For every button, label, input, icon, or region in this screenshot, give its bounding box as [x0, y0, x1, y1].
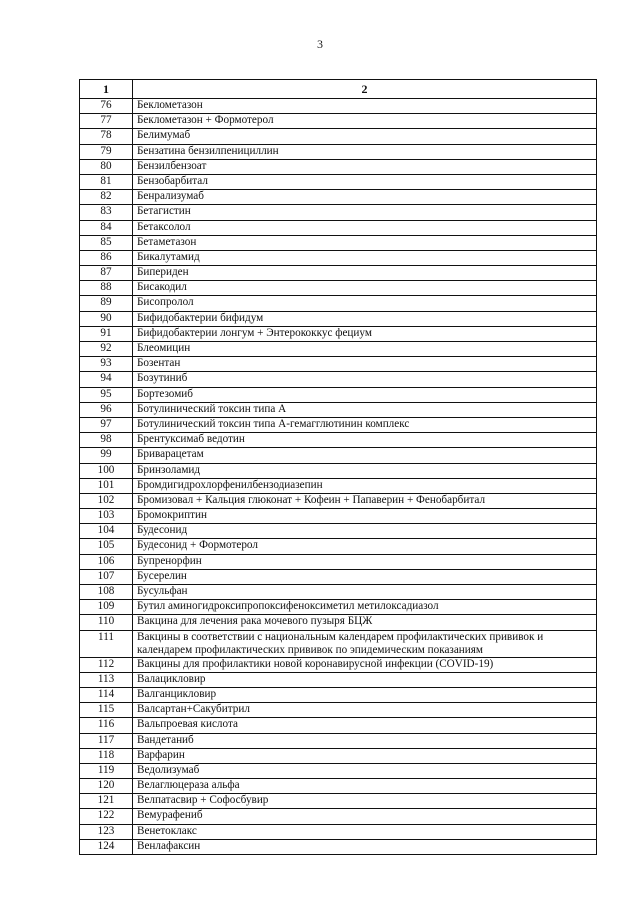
row-number: 95 — [80, 387, 133, 402]
drug-name: Беклометазон + Формотерол — [133, 114, 597, 129]
drug-name: Ведолизумаб — [133, 763, 597, 778]
table-row — [80, 585, 597, 600]
row-number: 102 — [80, 493, 133, 508]
row-number: 76 — [80, 99, 133, 114]
row-number: 78 — [80, 129, 133, 144]
drug-name: Бозутиниб — [133, 372, 597, 387]
row-number: 121 — [80, 794, 133, 809]
table-row — [80, 99, 597, 114]
drug-name: Бетаксолол — [133, 220, 597, 235]
drug-name: Венетоклакс — [133, 824, 597, 839]
row-number: 116 — [80, 718, 133, 733]
table-row — [80, 250, 597, 265]
drug-name: Бозентан — [133, 357, 597, 372]
drug-name: Бортезомиб — [133, 387, 597, 402]
table-row — [80, 174, 597, 189]
drug-name: Валацикловир — [133, 672, 597, 687]
table-row — [80, 493, 597, 508]
table-header-row — [80, 80, 597, 99]
table-row — [80, 748, 597, 763]
row-number: 77 — [80, 114, 133, 129]
row-number: 109 — [80, 600, 133, 615]
table-row — [80, 539, 597, 554]
table-row — [80, 144, 597, 159]
row-number: 117 — [80, 733, 133, 748]
row-number: 122 — [80, 809, 133, 824]
table-row — [80, 387, 597, 402]
drug-name: Бриварацетам — [133, 448, 597, 463]
drug-name: Бусульфан — [133, 585, 597, 600]
table-row — [80, 433, 597, 448]
table-row — [80, 779, 597, 794]
drug-name: Валганцикловир — [133, 687, 597, 702]
row-number: 84 — [80, 220, 133, 235]
table-row — [80, 463, 597, 478]
drug-name: Будесонид + Формотерол — [133, 539, 597, 554]
drug-name: Вакцина для лечения рака мочевого пузыря БЦЖ — [133, 615, 597, 630]
drug-name: Ботулинический токсин типа А-гемагглютинин комплекс — [133, 417, 597, 432]
table-row — [80, 235, 597, 250]
row-number: 82 — [80, 190, 133, 205]
row-number: 88 — [80, 281, 133, 296]
table-row — [80, 524, 597, 539]
row-number: 89 — [80, 296, 133, 311]
drug-name: Бипериден — [133, 266, 597, 281]
row-number: 81 — [80, 174, 133, 189]
row-number: 87 — [80, 266, 133, 281]
table-row — [80, 703, 597, 718]
drug-name: Бисопролол — [133, 296, 597, 311]
drug-name: Бромизовал + Кальция глюконат + Кофеин + Папаверин + Фенобарбитал — [133, 493, 597, 508]
table-row — [80, 402, 597, 417]
row-number: 104 — [80, 524, 133, 539]
row-number: 124 — [80, 839, 133, 854]
table-row — [80, 809, 597, 824]
row-number: 99 — [80, 448, 133, 463]
row-number: 92 — [80, 342, 133, 357]
drug-name: Велаглюцераза альфа — [133, 779, 597, 794]
drug-name: Бутил аминогидроксипропоксифеноксиметил метилоксадиазол — [133, 600, 597, 615]
table-row — [80, 372, 597, 387]
table-row — [80, 630, 597, 657]
drug-name: Бусерелин — [133, 569, 597, 584]
row-number: 97 — [80, 417, 133, 432]
row-number: 79 — [80, 144, 133, 159]
drug-name: Бринзоламид — [133, 463, 597, 478]
table-row — [80, 824, 597, 839]
table-row — [80, 342, 597, 357]
drug-name: Бензилбензоат — [133, 159, 597, 174]
table-row — [80, 129, 597, 144]
table-row — [80, 114, 597, 129]
table-row — [80, 569, 597, 584]
drug-name: Бисакодил — [133, 281, 597, 296]
drug-name: Вакцины для профилактики новой коронавирусной инфекции (COVID-19) — [133, 657, 597, 672]
column-header-name: 2 — [133, 80, 597, 99]
drug-name: Вакцины в соответствии с национальным календарем профилактических прививок и календарем профилактических прививок по эпидемическим показаниям — [133, 630, 597, 657]
row-number: 118 — [80, 748, 133, 763]
drug-name: Бромокриптин — [133, 509, 597, 524]
row-number: 123 — [80, 824, 133, 839]
table-row — [80, 509, 597, 524]
drug-name: Вемурафениб — [133, 809, 597, 824]
table-row — [80, 220, 597, 235]
drug-name: Блеомицин — [133, 342, 597, 357]
drug-name: Бупренорфин — [133, 554, 597, 569]
table-row — [80, 687, 597, 702]
table-row — [80, 190, 597, 205]
row-number: 80 — [80, 159, 133, 174]
row-number: 107 — [80, 569, 133, 584]
row-number: 105 — [80, 539, 133, 554]
drug-table — [79, 79, 597, 855]
table-row — [80, 266, 597, 281]
row-number: 85 — [80, 235, 133, 250]
drug-name: Брентуксимаб ведотин — [133, 433, 597, 448]
table-row — [80, 763, 597, 778]
row-number: 103 — [80, 509, 133, 524]
page-number: 3 — [317, 37, 323, 51]
table-row — [80, 281, 597, 296]
drug-name: Валсартан+Сакубитрил — [133, 703, 597, 718]
table-row — [80, 615, 597, 630]
drug-name: Вальпроевая кислота — [133, 718, 597, 733]
drug-name: Беклометазон — [133, 99, 597, 114]
row-number: 108 — [80, 585, 133, 600]
row-number: 100 — [80, 463, 133, 478]
row-number: 113 — [80, 672, 133, 687]
drug-name: Бензатина бензилпенициллин — [133, 144, 597, 159]
drug-name: Бромдигидрохлорфенилбензодиазепин — [133, 478, 597, 493]
drug-name: Белимумаб — [133, 129, 597, 144]
row-number: 114 — [80, 687, 133, 702]
drug-name: Ботулинический токсин типа А — [133, 402, 597, 417]
row-number: 111 — [80, 630, 133, 657]
row-number: 98 — [80, 433, 133, 448]
table-row — [80, 448, 597, 463]
row-number: 83 — [80, 205, 133, 220]
row-number: 106 — [80, 554, 133, 569]
row-number: 86 — [80, 250, 133, 265]
table-row — [80, 326, 597, 341]
row-number: 90 — [80, 311, 133, 326]
table-row — [80, 794, 597, 809]
column-header-number: 1 — [80, 80, 133, 99]
row-number: 110 — [80, 615, 133, 630]
drug-name: Будесонид — [133, 524, 597, 539]
table-row — [80, 311, 597, 326]
row-number: 115 — [80, 703, 133, 718]
drug-name: Бенрализумаб — [133, 190, 597, 205]
table-row — [80, 205, 597, 220]
drug-name: Бифидобактерии бифидум — [133, 311, 597, 326]
drug-name: Венлафаксин — [133, 839, 597, 854]
row-number: 96 — [80, 402, 133, 417]
drug-name: Велпатасвир + Софосбувир — [133, 794, 597, 809]
table-row — [80, 672, 597, 687]
table-row — [80, 718, 597, 733]
table-row — [80, 357, 597, 372]
table-row — [80, 600, 597, 615]
drug-name: Бетаметазон — [133, 235, 597, 250]
table-row — [80, 839, 597, 854]
row-number: 119 — [80, 763, 133, 778]
table-row — [80, 296, 597, 311]
drug-name: Бензобарбитал — [133, 174, 597, 189]
drug-name: Вандетаниб — [133, 733, 597, 748]
row-number: 120 — [80, 779, 133, 794]
row-number: 112 — [80, 657, 133, 672]
drug-name: Бикалутамид — [133, 250, 597, 265]
table-row — [80, 159, 597, 174]
table-row — [80, 417, 597, 432]
row-number: 101 — [80, 478, 133, 493]
row-number: 91 — [80, 326, 133, 341]
table-row — [80, 733, 597, 748]
drug-name: Бифидобактерии лонгум + Энтерококкус фециум — [133, 326, 597, 341]
row-number: 94 — [80, 372, 133, 387]
drug-name: Варфарин — [133, 748, 597, 763]
table-row — [80, 657, 597, 672]
table-row — [80, 554, 597, 569]
table-row — [80, 478, 597, 493]
drug-name: Бетагистин — [133, 205, 597, 220]
row-number: 93 — [80, 357, 133, 372]
